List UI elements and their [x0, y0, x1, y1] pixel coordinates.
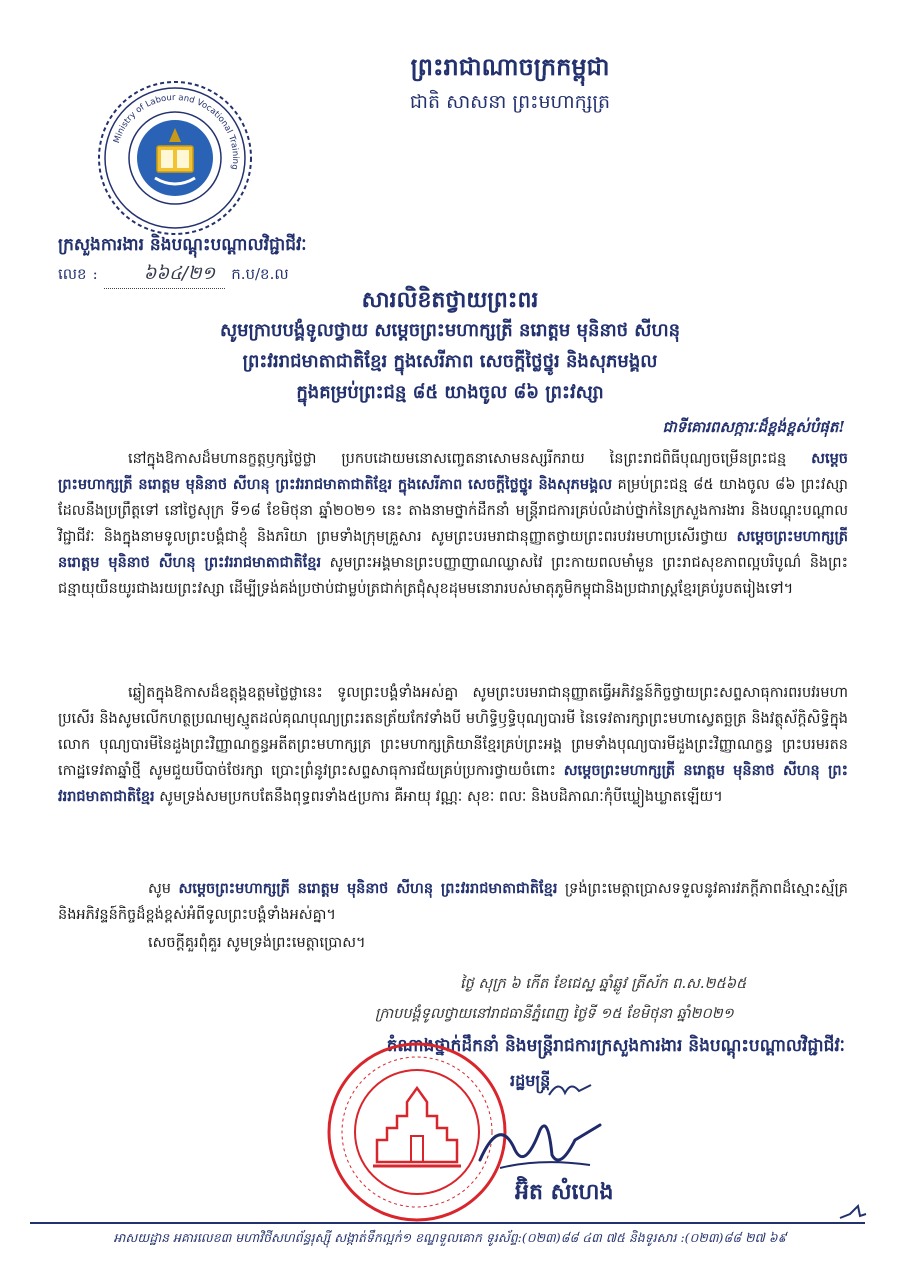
- letter-subtitle-3: ក្នុងគម្រប់ព្រះជន្ម ៨៥ យាងចូល ៨៦ ព្រះវស្សា: [296, 382, 604, 403]
- letter-title: សារលិខិតថ្វាយព្រះពរ: [361, 287, 539, 313]
- paragraph-2-text-a: ឆ្លៀតក្នុងឱកាសដ៏ឧត្តុង្គឧត្តមថ្លៃថ្លានេះ ទូលព្រះបង្គំទាំងអស់គ្នា សូមព្រះបរមរាជានុញ្ញាតធ្វើអភិវន្ទន៍កិច្ចថ្វាយព្រះសព្ទសាធុការពរបវរមហាប្រសើរ និងសូមលើកហត្ថប្រណម្យស្មូតដល់គុណបុណ្យព្រះរតនត្រ័យកែវទាំងបី មហិទ្ធិឫទ្ធិបុណ្យបារមី នៃទេវតារក្សាព្រះមហាស្វេតច្ឆត្រ និងវត្ថុស័ក្តិសិទ្ធិក្នុងលោក បុណ្យបារមីនៃដួងព្រះវិញ្ញាណក្ខន្ធអតីតព្រះមហាក្សត្រ ព្រះមហាក្សត្រិយានីខ្មែរគ្រប់ព្រះអង្គ ព្រមទាំងបុណ្យបារមីដួងព្រះវិញ្ញាណក្ខន្ធ ព្រះបរមរតនកោដ្ឋទេវតាឆ្នាំថ្មី សូមជួយបីបាច់ថែរក្សា ប្រោះព្រំនូវព្រះសព្ទសាធុការជ័យគ្រប់ប្រការថ្វាយចំពោះ: [58, 685, 848, 779]
- national-motto: ជាតិ សាសនា ព្រះមហាក្សត្រ: [409, 91, 611, 113]
- ministry-name: ក្រសួងការងារ និងបណ្តុះបណ្តាលវិជ្ជាជីវៈ: [58, 235, 307, 255]
- paragraph-3-text-a: សូម: [148, 881, 172, 897]
- paragraph-2-text-c: សូមទ្រង់សមប្រកបតែនឹងពុទ្ធពរទាំង៥ប្រការ គឺអាយុ វណ្ណៈ សុខៈ ពលៈ និងបដិភាណៈកុំបីឃ្លៀងឃ្លាតឡើយ។: [159, 789, 723, 805]
- on-behalf-line: តំណាងថ្នាក់ដឹកនាំ និងមន្ត្រីរាជការក្រសួងការងារ និងបណ្តុះបណ្តាលវិជ្ជាជីវៈ: [386, 1036, 845, 1056]
- emblem-ring-text: Ministry of Labour and Vocational Training: [112, 92, 241, 171]
- solar-date: ក្រាបបង្គំទូលថ្វាយនៅរាជធានីភ្នំពេញ ថ្ងៃទី ១៥ ខែមិថុនា ឆ្នាំ២០២១: [375, 1006, 734, 1022]
- paragraph-1-royal-title: សម្តេចព្រះមហាក្សត្រី នរោត្តម មុនិនាថ សីហនុ ព្រះវររាជមាតាជាតិខ្មែរ ក្នុងសេរីភាព សេចក្តីថ្លៃថ្នូរ និងសុភមង្គល: [58, 450, 848, 493]
- paragraph-1-text-a: នៅក្នុងឱកាសដ៏មហានក្ខត្តឫក្សថ្លៃថ្លា ប្រកបដោយមនោសញ្ចេតនាសោមនស្សរីករាយ នៃព្រះរាជពិធីបុណ្យចម្រើនព្រះជន្ម: [128, 451, 787, 467]
- signature-icon: [470, 1110, 610, 1180]
- footer-divider: [30, 1222, 865, 1224]
- initials-icon: [545, 1075, 595, 1103]
- paragraph-1: [58, 446, 848, 602]
- paragraph-3-text-c: ទ្រង់ព្រះមេត្តាប្រោសទទួលនូវគារវភក្តីភាពដ៏ស្មោះស្ម័គ្រ និងអភិវន្ទន៍កិច្ចដ៏ខ្ពង់ខ្ពស់អំពីទូលព្រះបង្គំទាំងអស់គ្នា។: [58, 881, 848, 923]
- signer-position: រដ្ឋមន្ត្រី: [510, 1071, 551, 1090]
- paragraph-3-royal-name: សម្តេចព្រះមហាក្សត្រី នរោត្តម មុនិនាថ សីហនុ ព្រះវររាជមាតាជាតិខ្មែរ: [178, 880, 558, 897]
- paragraph-3: [58, 876, 848, 928]
- salutation: ជាទីគោរពសក្ការៈដ៏ខ្ពង់ខ្ពស់បំផុត!: [662, 418, 845, 436]
- paragraph-4: សេចក្តីគួរពុំគួរ សូមទ្រង់ព្រះមេត្តាប្រោស។: [148, 935, 366, 951]
- paragraph-1-royal-name: សម្តេចព្រះមហាក្សត្រី នរោត្តម មុនិនាថ សីហនុ ព្រះវររាជមាតាជាតិខ្មែរ: [58, 528, 848, 571]
- paragraph-1-text-e: សូមព្រះអង្គមានព្រះបញ្ញាញាណឈ្លាសវៃ ព្រះកាយពលមាំមួន ព្រះរាជសុខភាពល្អបរិបូណ៌ និងព្រះជន្មាយុយឺនយូរជាងរយព្រះវស្សា ដើម្បីទ្រង់គង់ប្រថាប់ជាម្លប់ត្រជាក់ត្រជុំសុខដុមមនោរារបស់មាតុភូមិកម្ពុជានិងប្រជារាស្ត្រខ្មែរគ្រប់រូបតរៀងទៅ។: [58, 555, 849, 597]
- footer-mark-icon: [838, 1202, 868, 1222]
- letter-subtitle-1: សូមក្រាបបង្គំទូលថ្វាយ សម្តេចព្រះមហាក្សត្រី នរោត្តម មុនិនាថ សីហនុ: [219, 320, 681, 341]
- paragraph-2-royal-name: សម្តេចព្រះមហាក្សត្រី នរោត្តម មុនិនាថ សីហនុ ព្រះវររាជមាតាជាតិខ្មែរ: [58, 762, 848, 805]
- paragraph-2: [58, 680, 848, 810]
- kingdom-heading: ព្រះរាជាណាចក្រកម្ពុជា: [410, 52, 610, 81]
- footer-address: អាសយដ្ឋាន អគារលេខ៣ មហាវិថីសហព័ន្ធរុស្ស៊ី សង្កាត់ទឹកល្អក់១ ខណ្ឌទួលគោក ទូរស័ព្ទ:(០២៣)៨៨ ៤៣ ៧៥ និងទូរសារ :(០២៣)៨៨ ២៧ ៦៩: [113, 1230, 787, 1245]
- signer-name: អ៊ិត សំហេង: [515, 1179, 614, 1205]
- reference-label: លេខ: [58, 265, 87, 283]
- lunar-date: ថ្ងៃ សុក្រ ៦ កើត ខែជេស្ឋ ឆ្នាំឆ្លូវ ត្រីស័ក ព.ស.២៥៦៥: [460, 976, 747, 992]
- reference-suffix: ក.ប/ខ.ល: [231, 265, 289, 283]
- ministry-emblem-icon: [95, 78, 255, 238]
- reference-line: លេខ : ៦៦៤/២១ ក.ប/ខ.ល: [58, 261, 289, 289]
- paragraph-1-text-c: គម្រប់ព្រះជន្ម ៨៥ យាងចូល ៨៦ ព្រះវស្សា ដែលនឹងប្រព្រឹត្តទៅ នៅថ្ងៃសុក្រ ទី១៨ ខែមិថុនា ឆ្នាំ២០២១ នេះ តាងនាមថ្នាក់ដឹកនាំ មន្ត្រីរាជការគ្រប់លំដាប់ថ្នាក់នៃក្រសួងការងារ និងបណ្តុះបណ្តាលវិជ្ជាជីវៈ និងក្នុងនាមទូលព្រះបង្គំជាខ្ញុំ និងភរិយា ព្រមទាំងក្រុមគ្រួសារ សូមព្រះបរមរាជានុញ្ញាតថ្វាយព្រះពរបវរមហាប្រសើរថ្វាយ: [58, 477, 848, 545]
- letter-subtitle-2: ព្រះវររាជមាតាជាតិខ្មែរ ក្នុងសេរីភាព សេចក្តីថ្លៃថ្នូរ និងសុភមង្គល: [242, 351, 658, 372]
- reference-number: ៦៦៤/២១: [104, 261, 226, 289]
